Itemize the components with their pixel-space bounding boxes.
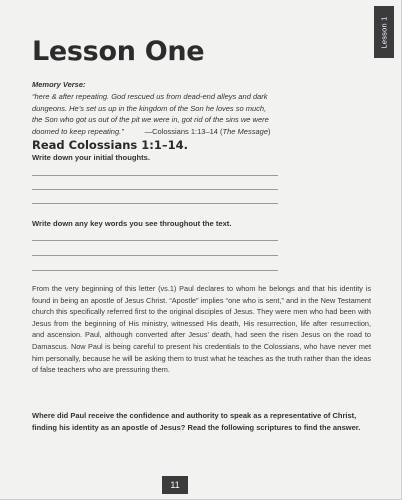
read-heading: Read Colossians 1:1–14. [32, 138, 188, 152]
memory-verse-heading: Memory Verse: [32, 80, 86, 89]
body-paragraph: From the very beginning of this letter (vs.1) Paul declares to whom he belongs and that his identity is found in being an apostle of Jesus Christ. “Apostle” implies “one who is sent,” and in the New Testament church this specifically referred first to the original disciples of Jesus. They were men who had been with Jesus from the beginning of His ministry, witnessed His death, His resurrection, life after resurrection, and ascension. Paul, although converted after Jesus’ death, had seen the risen Jesus on the road to Damascus. Now Paul is being careful to present his credentials to the Colossians, who have never met him personally, because he will be asking them to trust what he teaches as the truth rather than the ideas of false teachers who are pressuring them. [32, 284, 371, 375]
question-paragraph: Where did Paul receive the confidence and authority to speak as a representative of Christ, finding his identity as an apostle of Jesus? Read the following scriptures to find the answer. [32, 411, 361, 432]
memory-verse-line: “here & after repeating. God rescued us from dead-end alleys and dark [32, 92, 268, 101]
write-line[interactable] [32, 240, 278, 241]
lesson-tab-label: Lesson 1 [379, 15, 389, 49]
citation-reference: —Colossians 1:13–14 ( [144, 126, 223, 136]
lesson-tab [374, 6, 394, 58]
citation-version: The Message [222, 126, 268, 136]
write-line[interactable] [32, 189, 278, 190]
write-line[interactable] [32, 255, 278, 256]
memory-verse-text [32, 91, 370, 137]
memory-verse-line: dungeons. He’s set us up in the kingdom of the Son he loves so much, [32, 103, 267, 113]
page-number: 11 [162, 476, 188, 494]
lesson-title: Lesson One [32, 36, 205, 67]
memory-verse-line: the Son who got us out of the pit we were in, got rid of the sins we were [32, 115, 269, 125]
memory-verse-citation [145, 127, 271, 136]
citation-close: ) [268, 126, 271, 136]
write-line[interactable] [32, 203, 278, 204]
write-line[interactable] [32, 175, 278, 176]
memory-verse-line: doomed to keep repeating.” [32, 126, 124, 136]
write-line[interactable] [32, 270, 278, 271]
prompt-initial-thoughts: Write down your initial thoughts. [32, 153, 150, 162]
prompt-key-words: Write down any key words you see throughout the text. [32, 219, 232, 228]
